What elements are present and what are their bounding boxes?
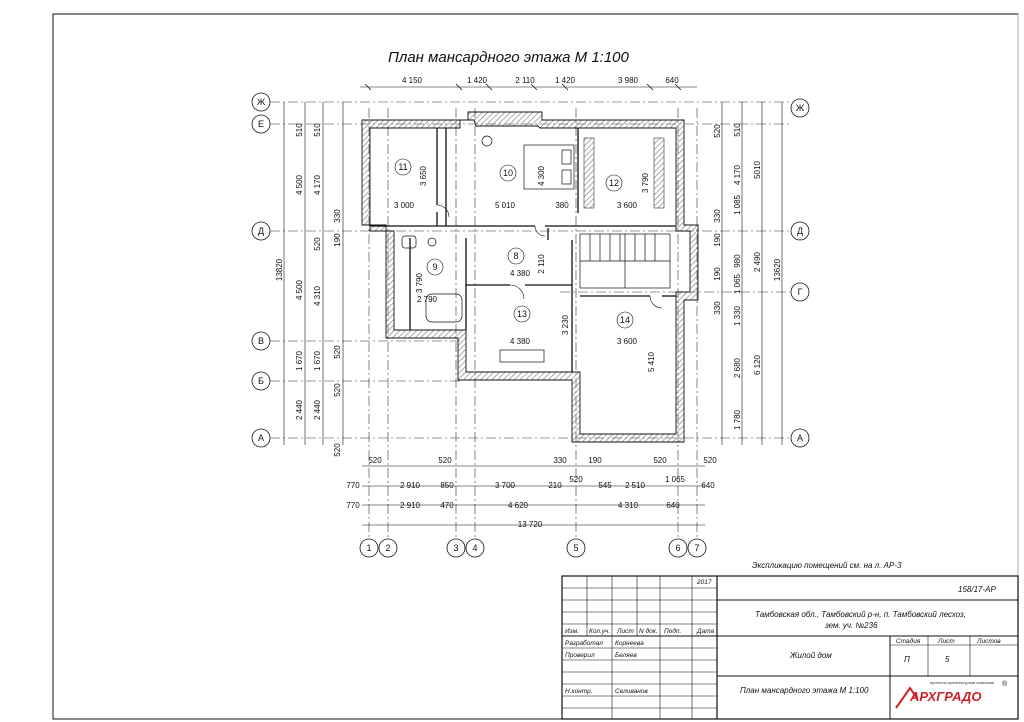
- dim-left-inner-4: 520: [333, 443, 342, 457]
- axis-lines: [270, 102, 790, 540]
- tb-col-kolu: Кол.уч.: [589, 628, 611, 635]
- dim-inner-10: 2 790: [416, 295, 438, 304]
- room-14: 14: [619, 315, 631, 325]
- bed: [524, 145, 574, 189]
- axis-label-7: 7: [694, 543, 700, 553]
- dim-left-outer-3: 4 500: [295, 279, 304, 301]
- dim-right-mid-0: 510: [733, 123, 742, 137]
- dim-bottom1-3: 190: [588, 456, 602, 465]
- dim-bottom2-1: 2 910: [399, 481, 421, 490]
- dim-inner-8: 4 380: [509, 269, 531, 278]
- axis-label-a-left: А: [257, 433, 265, 443]
- dim-top-2: 2 110: [515, 76, 535, 85]
- tb-name-1: Беляев: [615, 652, 637, 659]
- axis-label-5: 5: [573, 543, 579, 553]
- dim-right-inner-1: 1 085: [733, 194, 742, 216]
- dim-inner-13: 3 600: [616, 337, 638, 346]
- dim-right-inner-8: 1 330: [733, 305, 742, 327]
- dim-right-outer-1: 13620: [773, 258, 782, 282]
- tb-project-code: 158/17-АР: [958, 585, 996, 594]
- tb-object: Жилой дом: [790, 651, 832, 660]
- dim-bottom2-2: 850: [440, 481, 454, 490]
- dim-bottom3-5: 640: [666, 501, 680, 510]
- dimension-bottom: [362, 466, 705, 525]
- dim-right-inner-3: 190: [713, 233, 722, 247]
- room-13: 13: [516, 309, 528, 319]
- tb-col-data: Дата: [697, 628, 715, 635]
- dim-left-mid-0: 510: [313, 123, 322, 137]
- axis-label-g-right: Г: [797, 287, 803, 297]
- dim-left-mid-2: 520: [313, 237, 322, 251]
- dimension-top: [360, 76, 697, 90]
- bathroom-fixtures: [402, 236, 462, 322]
- axis-label-v-left: В: [257, 336, 265, 346]
- dim-left-outer-0: 13820: [275, 258, 284, 282]
- dim-inner-3: 3 600: [616, 201, 638, 210]
- dim-right-inner-7: 330: [713, 301, 722, 315]
- company-logo: [896, 680, 1008, 708]
- dim-right-mid-2: 2 490: [753, 251, 762, 273]
- logo-text: АРХГРАДО: [910, 689, 982, 704]
- logo-tagline: проектно-архитектурная компания: [930, 680, 995, 685]
- dim-right-inner-2: 330: [713, 209, 722, 223]
- dim-bottom1-1: 520: [438, 456, 452, 465]
- dim-bottom2-7: 2 510: [624, 481, 646, 490]
- dim-inner-4: 3 650: [419, 165, 428, 187]
- dim-right-mid-1: 4 170: [733, 164, 742, 186]
- axis-label-1: 1: [366, 543, 372, 553]
- tb-address-2: зем. уч. №236: [825, 621, 878, 630]
- tb-stage-label: Стадия: [896, 638, 921, 645]
- axis-label-3: 3: [453, 543, 459, 553]
- axis-label-6: 6: [675, 543, 681, 553]
- dim-left-inner-2: 520: [333, 345, 342, 359]
- dim-top-5: 640: [665, 76, 679, 85]
- desk: [500, 350, 544, 362]
- axis-label-d-right: Д: [796, 226, 804, 236]
- dim-right-inner-0: 520: [713, 124, 722, 138]
- dim-inner-5: 4 300: [537, 165, 546, 187]
- tb-col-izm: Изм.: [565, 628, 579, 635]
- dim-left-outer-5: 2 440: [295, 399, 304, 421]
- dim-inner-14: 5 410: [647, 351, 656, 373]
- dim-bottom1-5: 520: [703, 456, 717, 465]
- dim-right-inner-5: 190: [713, 267, 722, 281]
- tb-sheet: 5: [945, 655, 950, 664]
- dim-bottom3-1: 2 910: [399, 501, 421, 510]
- tb-sheets-label: Листов: [977, 638, 1001, 645]
- dim-bottom2-5: 520: [569, 475, 583, 484]
- tb-stage: П: [904, 655, 910, 664]
- dim-total: 13 720: [517, 520, 543, 529]
- dim-bottom1-4: 520: [653, 456, 667, 465]
- room-9: 9: [432, 262, 438, 272]
- axis-label-2: 2: [385, 543, 391, 553]
- room-10: 10: [502, 168, 514, 178]
- dim-right-inner-4: 980: [733, 254, 742, 268]
- axis-label-zh-right: Ж: [795, 103, 805, 113]
- dim-bottom3-2: 470: [440, 501, 454, 510]
- dim-bottom3-3: 4 620: [507, 501, 529, 510]
- axis-label-a-right: А: [796, 433, 804, 443]
- dim-inner-6: 3 790: [641, 172, 650, 194]
- dim-bottom1-0: 520: [368, 456, 382, 465]
- dim-left-mid-5: 2 440: [313, 399, 322, 421]
- dim-right-inner-10: 1 780: [733, 409, 742, 431]
- dim-inner-12: 3 230: [561, 314, 570, 336]
- drawing-title: План мансардного этажа М 1:100: [388, 49, 629, 66]
- dim-top-3: 1 420: [554, 76, 576, 85]
- dim-left-mid-3: 4 310: [313, 285, 322, 307]
- tb-name-0: Корнеева: [615, 640, 644, 647]
- axis-label-4: 4: [472, 543, 478, 553]
- title-block-text: [565, 579, 1001, 695]
- tb-address-1: Тамбовская обл., Тамбовский р-н, п. Тамбовский лесхоз,: [755, 610, 966, 619]
- tb-sheet-label: Лист: [938, 638, 955, 645]
- dim-bottom3-0: 770: [346, 501, 360, 510]
- dim-inner-9: 3 790: [415, 272, 424, 294]
- dim-left-inner-3: 520: [333, 383, 342, 397]
- dim-right-mid-3: 6 120: [753, 354, 762, 376]
- tb-name-2: Селиванов: [615, 688, 648, 695]
- tb-role-2: Н.контр.: [565, 688, 593, 695]
- dim-bottom2-6: 545: [598, 481, 612, 490]
- tb-col-podp: Подп.: [664, 628, 682, 635]
- dim-bottom2-9: 640: [701, 481, 715, 490]
- dim-bottom2-3: 3 700: [494, 481, 516, 490]
- dim-inner-7: 2 110: [537, 254, 546, 274]
- dim-right-outer-0: 5010: [753, 161, 762, 179]
- dim-top-4: 3 980: [617, 76, 639, 85]
- staircase: [580, 234, 670, 288]
- dim-top-0: 4 150: [401, 76, 423, 85]
- room-8: 8: [513, 251, 519, 261]
- room-11: 11: [398, 162, 408, 172]
- dim-left-mid-1: 4 170: [313, 174, 322, 196]
- dim-bottom3-4: 4 310: [617, 501, 639, 510]
- room-schedule-note: Экспликацию помещений см. на л. АР-3: [752, 561, 902, 570]
- axis-label-d-left: Д: [257, 226, 265, 236]
- dim-left-inner-0: 330: [333, 209, 342, 223]
- dim-left-outer-2: 4 500: [295, 174, 304, 196]
- dim-top-1: 1 420: [466, 76, 488, 85]
- dim-right-inner-6: 1 065: [733, 273, 742, 295]
- axis-markers-vertical: [360, 539, 706, 557]
- dim-bottom2-0: 770: [346, 481, 360, 490]
- tb-col-list: Лист: [617, 628, 634, 635]
- tb-role-1: Проверил: [565, 652, 595, 659]
- dim-left-mid-4: 1 670: [313, 350, 322, 372]
- dim-bottom2-4: 210: [548, 481, 562, 490]
- wardrobe: [584, 138, 594, 208]
- dim-inner-1: 5 010: [494, 201, 516, 210]
- tb-role-0: Разработал: [565, 640, 603, 647]
- axis-label-zh-left: Ж: [256, 97, 266, 107]
- tb-year: 2017: [697, 579, 712, 586]
- logo-registered: ®: [1002, 681, 1008, 688]
- dim-left-outer-4: 1 670: [295, 350, 304, 372]
- tb-sheet-name: План мансардного этажа М 1:100: [740, 686, 869, 695]
- dim-inner-11: 4 380: [509, 337, 531, 346]
- axis-label-e-left: Е: [257, 119, 265, 129]
- dim-inner-0: 3 000: [393, 201, 415, 210]
- dim-left-inner-1: 190: [333, 233, 342, 247]
- dim-right-inner-9: 2 680: [733, 357, 742, 379]
- dim-left-outer-1: 510: [295, 123, 304, 137]
- plant-icon: [482, 136, 492, 146]
- dim-inner-2: 380: [555, 201, 569, 210]
- dim-bottom1-2: 330: [553, 456, 567, 465]
- tb-col-ndok: N док.: [639, 628, 658, 635]
- dim-bottom2-8: 1 065: [664, 475, 686, 484]
- axis-label-b-left: Б: [258, 376, 264, 386]
- room-12: 12: [608, 178, 620, 188]
